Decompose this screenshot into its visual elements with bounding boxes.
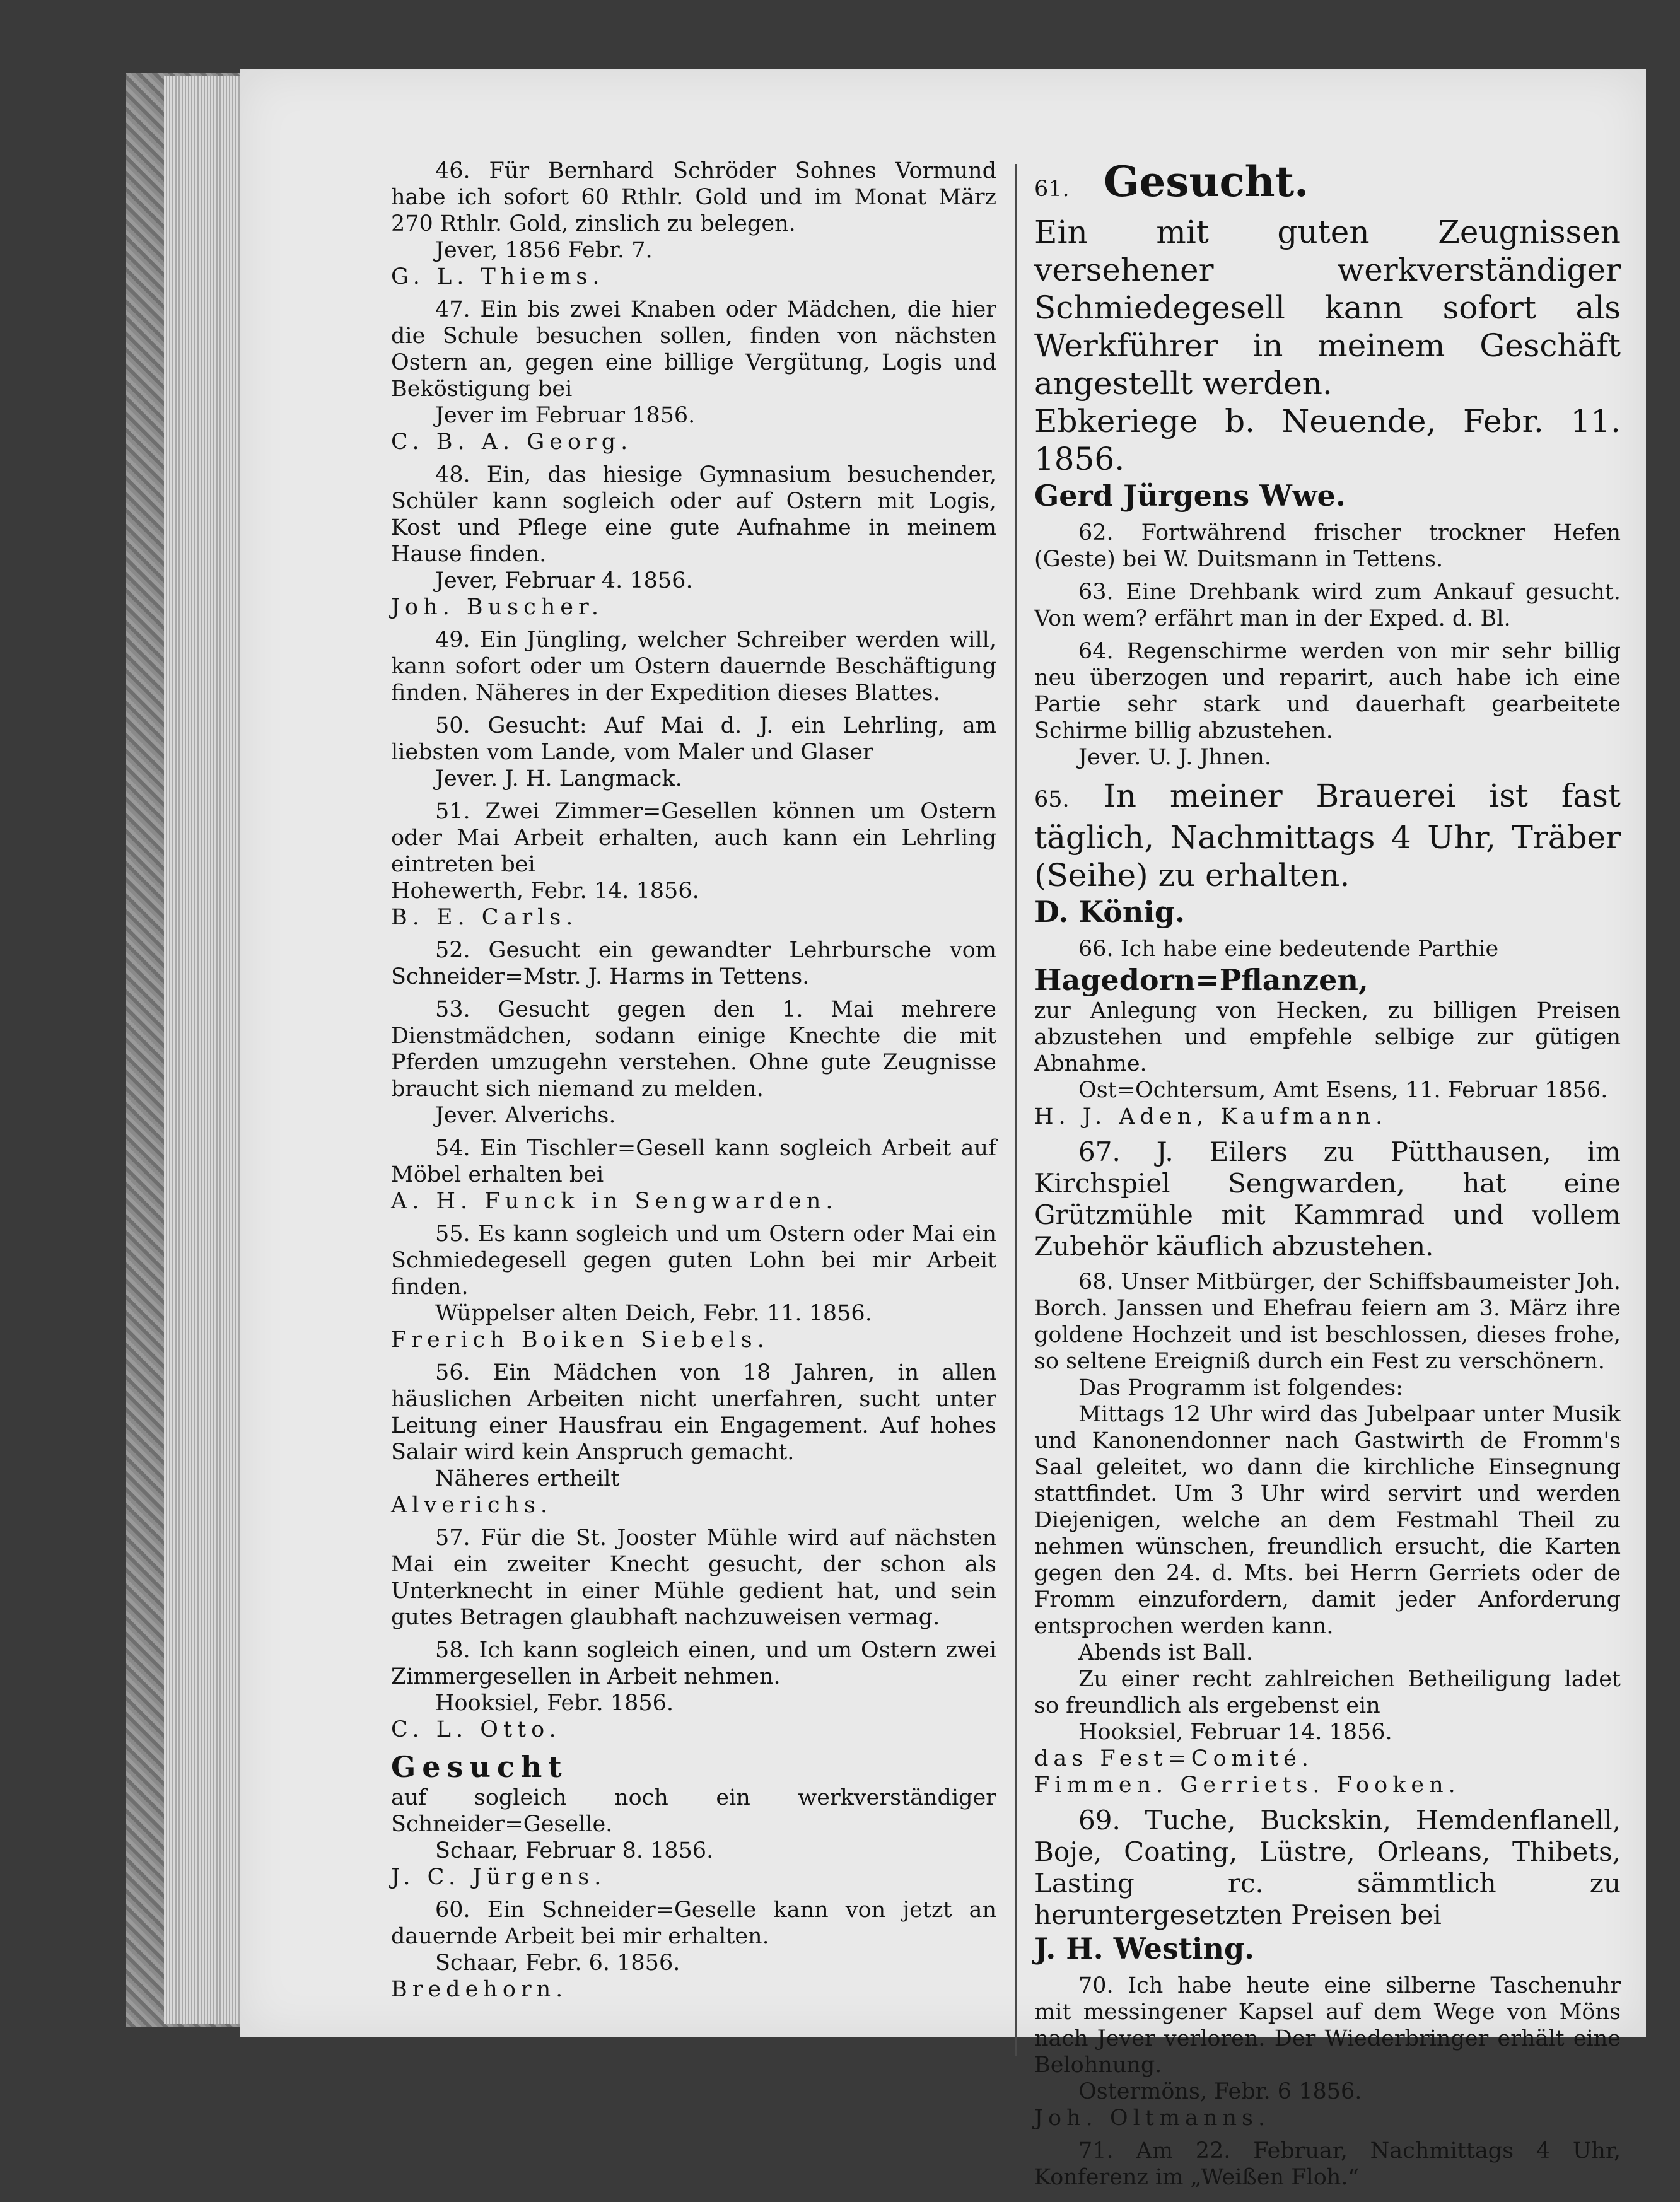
- ad-place: Hohewerth, Febr. 14. 1856.: [391, 878, 699, 904]
- ad-text: 60. Ein Schneider=Geselle kann von jetzt an dauernde Arbeit bei mir erhalten.: [391, 1897, 996, 1949]
- column-divider: [1015, 164, 1017, 2056]
- ad-61: [1034, 158, 1621, 513]
- ad-signature: C. B. A. Georg.: [391, 429, 633, 455]
- page-edges: [164, 76, 246, 2024]
- ad-place: Hooksiel, Februar 14. 1856.: [1078, 1720, 1392, 1745]
- ad-place: Jever. U. J. Jhnen.: [1078, 745, 1271, 770]
- ad-signature: B. E. Carls.: [391, 905, 578, 930]
- ad-signature: A. H. Funck in Sengwarden.: [391, 1189, 838, 1214]
- ad-text: Abends ist Ball.: [1078, 1640, 1253, 1665]
- ad-text: auf sogleich noch ein werkverständiger Schneider=Geselle.: [391, 1785, 996, 1837]
- ad-signature: G. L. Thiems.: [391, 264, 605, 289]
- ad-signature: das Fest=Comité.: [1034, 1746, 1314, 1771]
- ad-56: [391, 1360, 996, 1518]
- ad-70: [1034, 1972, 1621, 2131]
- ad-51: [391, 798, 996, 931]
- ad-66: [1034, 936, 1621, 1130]
- ad-place: Wüppelser alten Deich, Febr. 11. 1856.: [435, 1301, 872, 1326]
- ad-text: 55. Es kann sogleich und um Ostern oder Mai ein Schmiedegesell gegen guten Lohn bei mir Arbeit finden.: [391, 1221, 996, 1300]
- ad-text: Mittags 12 Uhr wird das Jubelpaar unter Musik und Kanonendonner nach Gastwirth de Fromm's Saal geleitet, wo dann die kirchliche Einsegnung stattfindet. Um 3 Uhr wird servirt und werden Diejenigen, welche an dem Festmahl Theil zu nehmen wünschen, freundlich ersucht, die Karten gegen den 24. d. Mts. bei Herrn Gerriets oder de Fromm einzufordern, damit jeder Anforderung entsprochen werden kann.: [1034, 1402, 1621, 1639]
- ad-gesucht: [391, 1749, 996, 1890]
- ad-text: 46. Für Bernhard Schröder Sohnes Vormund habe ich sofort 60 Rthlr. Gold und im Monat März 270 Rthlr. Gold, zinslich zu belegen.: [391, 158, 996, 236]
- ad-text: 68. Unser Mitbürger, der Schiffsbaumeister Joh. Borch. Janssen und Ehefrau feiern am 3. März ihre goldene Hochzeit und ist beschlossen, dieses frohe, so seltene Ereigniß durch ein Fest zu verschönern.: [1034, 1269, 1621, 1374]
- ad-number: 65.: [1034, 787, 1070, 812]
- ad-text: 63. Eine Drehbank wird zum Ankauf gesucht. Von wem? erfährt man in der Exped. d. Bl.: [1034, 580, 1621, 631]
- ad-text: 53. Gesucht gegen den 1. Mai mehrere Dienstmädchen, sodann einige Knechte die mit Pferden umzugehn verstehen. Ohne gute Zeugnisse braucht sich niemand zu melden.: [391, 997, 996, 1102]
- ad-50: [391, 713, 996, 792]
- ad-text: 49. Ein Jüngling, welcher Schreiber werden will, kann sofort oder um Ostern dauernde Beschäftigung finden. Näheres in der Expedition dieses Blattes.: [391, 627, 996, 706]
- ad-text: 64. Regenschirme werden von mir sehr billig neu überzogen und reparirt, auch habe ich eine Partie sehr stark und dauerhaft gearbeitete Schirme billig abzustehen.: [1034, 639, 1621, 743]
- ad-number: 61.: [1034, 177, 1070, 202]
- ad-text: 57. Für die St. Jooster Mühle wird auf nächsten Mai ein zweiter Knecht gesucht, der schon als Unterknecht in einer Mühle gedient hat, und sein gutes Betragen glaubhaft nachzuweisen vermag.: [391, 1525, 996, 1630]
- ad-text: 70. Ich habe heute eine silberne Taschenuhr mit messingener Kapsel auf dem Wege von Möns nach Jever verloren. Der Wiederbringer erhält eine Belohnung.: [1034, 1973, 1621, 2078]
- ad-place: Hooksiel, Febr. 1856.: [435, 1691, 674, 1716]
- ad-text: [1034, 777, 1621, 894]
- ad-48: [391, 462, 996, 620]
- ad-52: [391, 937, 996, 990]
- ad-62: [1034, 520, 1621, 573]
- newspaper-page: [240, 69, 1646, 2190]
- ad-place: Ebkeriege b. Neuende, Febr. 11. 1856.: [1034, 403, 1621, 477]
- ad-signature: Bredehorn.: [391, 1977, 568, 2002]
- ad-place: Jever. Alverichs.: [435, 1103, 616, 1128]
- ad-signature: Alverichs.: [391, 1493, 553, 1518]
- ad-57: [391, 1525, 996, 1631]
- ad-intro: 66. Ich habe eine bedeutende Parthie: [1078, 936, 1499, 962]
- ad-place: Näheres ertheilt: [435, 1466, 620, 1491]
- right-column: [1034, 158, 1621, 2197]
- ad-71: [1034, 2138, 1621, 2191]
- ad-63: [1034, 579, 1621, 632]
- ad-text: 58. Ich kann sogleich einen, und um Ostern zwei Zimmergesellen in Arbeit nehmen.: [391, 1638, 996, 1689]
- ad-place: Schaar, Febr. 6. 1856.: [435, 1950, 680, 1976]
- ad-text: 71. Am 22. Februar, Nachmittags 4 Uhr, Konferenz im „Weißen Floh.“: [1034, 2138, 1621, 2190]
- ad-place: Ost=Ochtersum, Amt Esens, 11. Februar 1856.: [1078, 1078, 1608, 1103]
- ad-64: [1034, 638, 1621, 771]
- ad-signature: C. L. Otto.: [391, 1717, 561, 1742]
- ad-place: Jever im Februar 1856.: [435, 403, 696, 428]
- ad-text: 56. Ein Mädchen von 18 Jahren, in allen häuslichen Arbeiten nicht unerfahren, sucht unter Leitung einer Hausfrau ein Engagement. Auf hohes Salair wird kein Anspruch gemacht.: [391, 1360, 996, 1465]
- ad-text: Das Programm ist folgendes:: [1078, 1375, 1403, 1401]
- ad-69: [1034, 1805, 1621, 1966]
- ad-49: [391, 627, 996, 706]
- ad-text: 52. Gesucht ein gewandter Lehrbursche vom Schneider=Mstr. J. Harms in Tettens.: [391, 938, 996, 989]
- ad-55: [391, 1221, 996, 1353]
- ad-title-text: Gesucht.: [1104, 157, 1309, 206]
- ad-signature: Joh. Buscher.: [391, 595, 604, 620]
- ad-68: [1034, 1269, 1621, 1798]
- ad-title: [1034, 158, 1621, 213]
- ad-body: In meiner Brauerei ist fast täglich, Nachmittags 4 Uhr, Träber (Seihe) zu erhalten.: [1034, 778, 1621, 894]
- ad-heading: Gesucht: [391, 1750, 568, 1784]
- ad-signature: Fimmen. Gerriets. Fooken.: [1034, 1773, 1461, 1798]
- ad-47: [391, 296, 996, 455]
- ad-signature: Frerich Boiken Siebels.: [391, 1327, 769, 1353]
- ad-headline: Hagedorn=Pflanzen,: [1034, 963, 1368, 997]
- ad-text: 51. Zwei Zimmer=Gesellen können um Ostern oder Mai Arbeit erhalten, auch kann ein Lehrling eintreten bei: [391, 799, 996, 877]
- ad-text: 54. Ein Tischler=Gesell kann sogleich Arbeit auf Möbel erhalten bei: [391, 1136, 996, 1187]
- ad-text: 47. Ein bis zwei Knaben oder Mädchen, die hier die Schule besuchen sollen, finden von nächsten Ostern an, gegen eine billige Vergütung, Logis und Beköstigung bei: [391, 297, 996, 402]
- ad-signature: J. H. Westing.: [1034, 1931, 1255, 1966]
- ad-place: Ostermöns, Febr. 6 1856.: [1078, 2079, 1362, 2104]
- ad-text: 62. Fortwährend frischer trockner Hefen (Geste) bei W. Duitsmann in Tettens.: [1034, 520, 1621, 572]
- ad-text: 50. Gesucht: Auf Mai d. J. ein Lehrling, am liebsten vom Lande, vom Maler und Glaser: [391, 713, 996, 765]
- ad-text: 69. Tuche, Buckskin, Hemdenflanell, Boje, Coating, Lüstre, Orleans, Thibets, Lasting rc. sämmtlich zu heruntergesetzten Preisen bei: [1034, 1805, 1621, 1930]
- ad-58: [391, 1637, 996, 1743]
- ad-text: 67. J. Eilers zu Pütthausen, im Kirchspiel Sengwarden, hat eine Grützmühle mit Kammrad und vollem Zubehör käuflich abzustehen.: [1034, 1136, 1621, 1262]
- ad-place: Schaar, Februar 8. 1856.: [435, 1838, 714, 1863]
- ad-65: [1034, 777, 1621, 929]
- ad-signature: Gerd Jürgens Wwe.: [1034, 479, 1346, 513]
- ad-53: [391, 996, 996, 1129]
- ad-54: [391, 1135, 996, 1215]
- ad-text: Zu einer recht zahlreichen Betheiligung ladet so freundlich als ergebenst ein: [1034, 1667, 1621, 1718]
- ad-place: Jever. J. H. Langmack.: [435, 766, 682, 791]
- ad-text: Ein mit guten Zeugnissen versehener werkverständiger Schmiedegesell kann sofort als Werkführer in meinem Geschäft angestellt werden.: [1034, 214, 1621, 402]
- ad-place: Jever, 1856 Febr. 7.: [435, 238, 653, 263]
- ad-46: [391, 158, 996, 290]
- left-column: [391, 158, 996, 2009]
- ad-signature: H. J. Aden, Kaufmann.: [1034, 1104, 1388, 1129]
- ad-67: [1034, 1136, 1621, 1262]
- ad-signature: J. C. Jürgens.: [391, 1865, 607, 1890]
- ad-signature: D. König.: [1034, 895, 1186, 929]
- ad-signature: Joh. Oltmanns.: [1034, 2106, 1271, 2131]
- ad-place: Jever, Februar 4. 1856.: [435, 568, 693, 593]
- ad-60: [391, 1897, 996, 2003]
- ad-text: zur Anlegung von Hecken, zu billigen Preisen abzustehen und empfehle selbige zur gütigen Abnahme.: [1034, 998, 1621, 1076]
- ad-text: 48. Ein, das hiesige Gymnasium besuchender, Schüler kann sogleich oder auf Ostern mit Logis, Kost und Pflege eine gute Aufnahme in meinem Hause finden.: [391, 462, 996, 567]
